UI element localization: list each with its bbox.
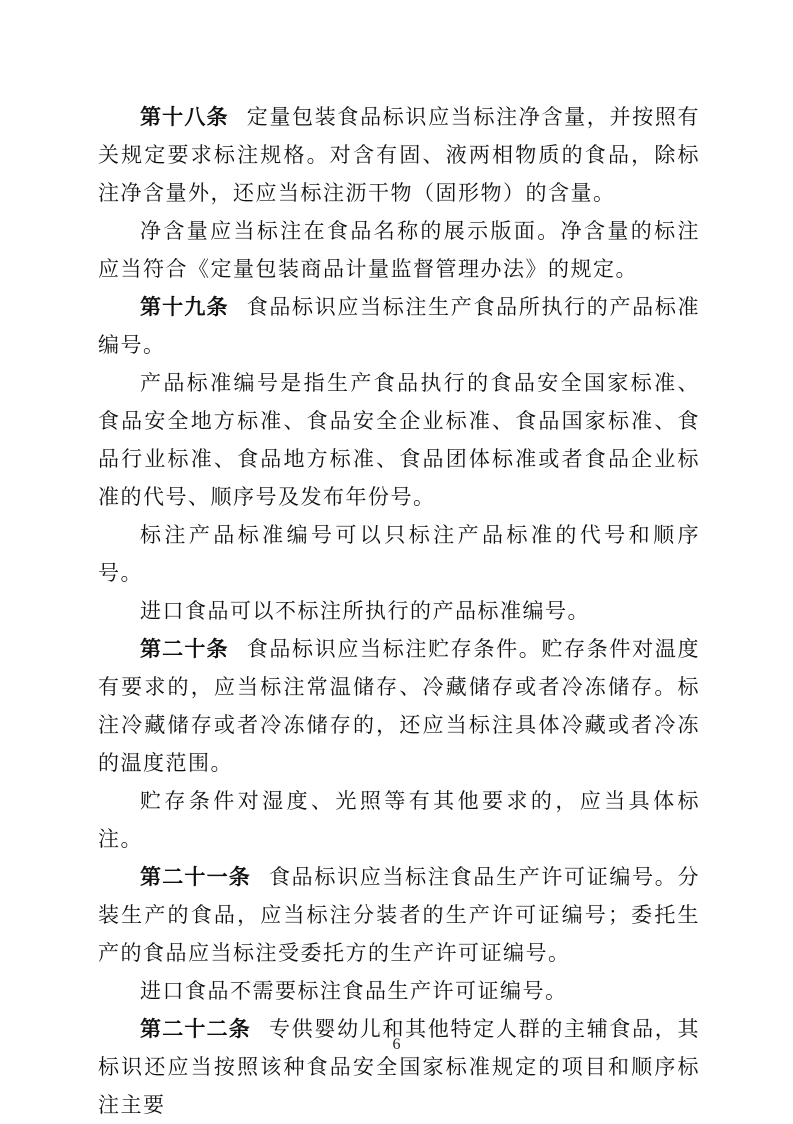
article-number: 第十八条 — [140, 105, 229, 129]
article-20 — [98, 630, 700, 782]
article-text: 定量包装食品标识应当标注净含量，并按照有关规定要求标注规格。对含有固、液两相物质的食品，除标注净含量外，还应当标注沥干物（固形物）的含量。 — [98, 105, 701, 205]
article-text: 食品标识应当标注食品生产许可证编号。分装生产的食品，应当标注分装者的生产许可证编号；委托生产的食品应当标注受委托方的生产许可证编号。 — [98, 865, 701, 965]
article-21-para-1: 进口食品不需要标注食品生产许可证编号。 — [140, 979, 568, 1003]
article-number: 第十九条 — [140, 295, 229, 319]
document-body — [98, 98, 700, 1124]
article-18-para-1: 净含量应当标注在食品名称的展示版面。净含量的标注应当符合《定量包装商品计量监督管理办法》的规定。 — [98, 219, 700, 281]
article-19 — [98, 288, 700, 364]
page-number: 6 — [392, 1036, 401, 1053]
article-number: 第二十条 — [140, 637, 229, 661]
article-19-para-2: 标注产品标准编号可以只标注产品标准的代号和顺序号。 — [98, 523, 700, 585]
article-22 — [98, 1010, 700, 1124]
article-18 — [98, 98, 700, 212]
article-number: 第二十一条 — [140, 865, 251, 889]
article-text: 专供婴幼儿和其他特定人群的主辅食品，其标识还应当按照该种食品安全国家标准规定的项目和顺序标注主要 — [98, 1017, 701, 1117]
article-text: 食品标识应当标注生产食品所执行的产品标准编号。 — [98, 295, 701, 357]
article-20-para-1: 贮存条件对湿度、光照等有其他要求的，应当具体标注。 — [98, 789, 700, 851]
article-19-para-1: 产品标准编号是指生产食品执行的食品安全国家标准、食品安全地方标准、食品安全企业标准、食品国家标准、食品行业标准、食品地方标准、食品团体标准或者食品企业标准的代号、顺序号及发布年份号。 — [98, 371, 700, 509]
article-21 — [98, 858, 700, 972]
article-19-para-3: 进口食品可以不标注所执行的产品标准编号。 — [140, 599, 590, 623]
article-text: 食品标识应当标注贮存条件。贮存条件对温度有要求的，应当标注常温储存、冷藏储存或者冷冻储存。标注冷藏储存或者冷冻储存的，还应当标注具体冷藏或者冷冻的温度范围。 — [98, 637, 701, 775]
article-number: 第二十二条 — [140, 1017, 251, 1041]
